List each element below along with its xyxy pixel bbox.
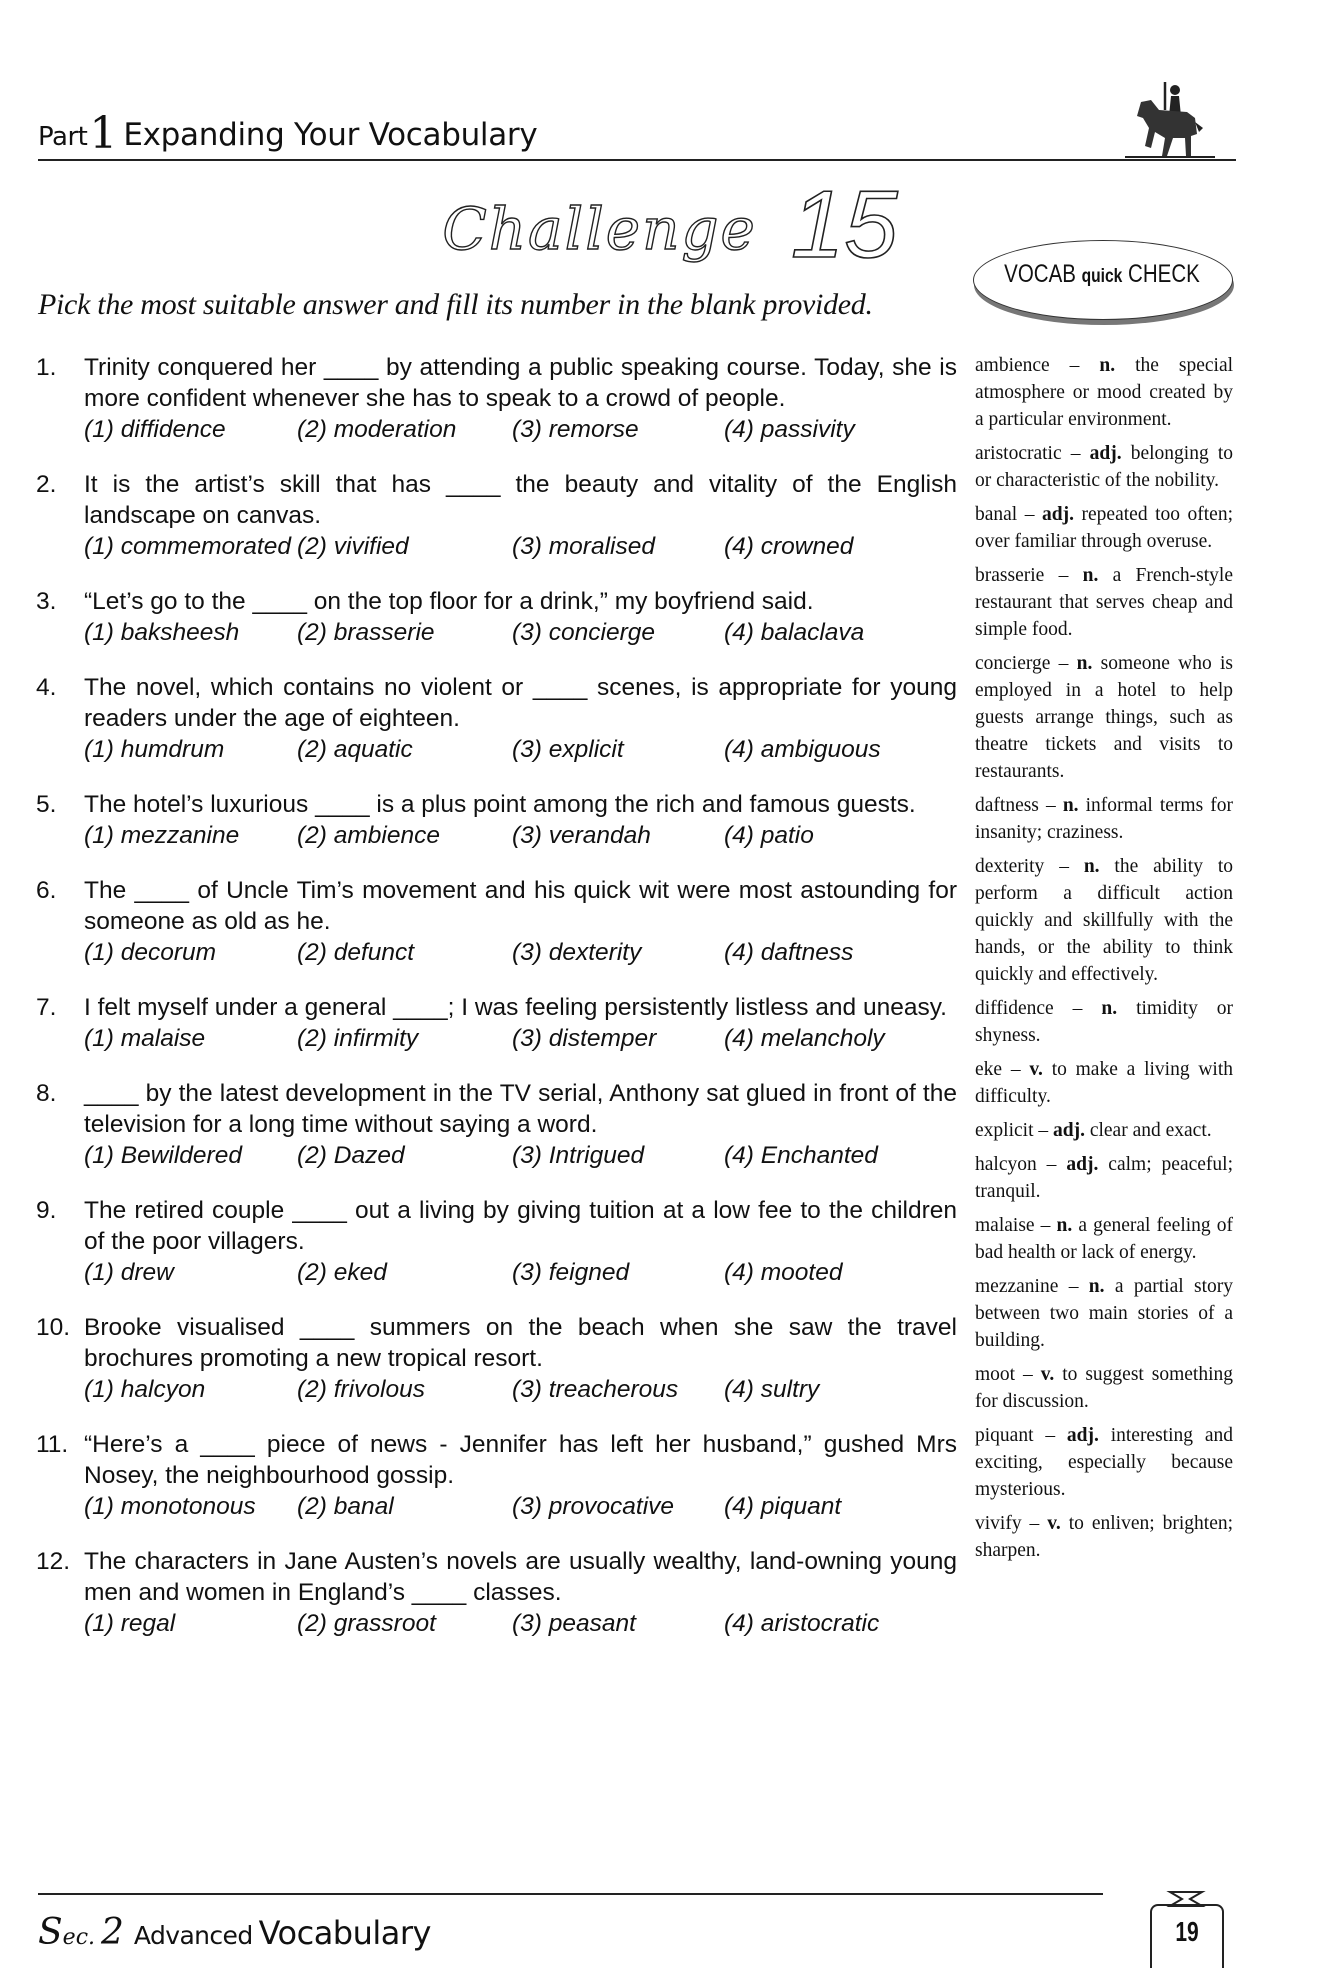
glossary-definition: belonging to or characteristic of the nobility.: [975, 443, 1233, 491]
answer-options: [84, 1257, 957, 1288]
answer-option[interactable]: (2) grassroot: [297, 1610, 436, 1637]
badge-label-middle: quick: [1081, 266, 1123, 287]
answer-option[interactable]: (4) balaclava: [724, 619, 865, 646]
answer-option[interactable]: (1) commemorated: [84, 533, 291, 560]
question-item: [32, 1312, 957, 1405]
answer-option[interactable]: (3) Intrigued: [512, 1142, 645, 1169]
glossary-entry: concierge – n. someone who is employed in a hotel to help guests arrange things, such as theatre tickets and visits to restaurants.: [975, 653, 1233, 782]
glossary-definition: to make a living with difficulty.: [975, 1059, 1234, 1107]
glossary-entry: brasserie – n. a French-style restaurant that serves cheap and simple food.: [975, 565, 1233, 640]
question-number: 8.: [36, 1080, 57, 1107]
answer-option[interactable]: (1) regal: [84, 1610, 176, 1637]
instruction-text: Pick the most suitable answer and fill its number in the blank provided.: [38, 288, 873, 321]
glossary-definition: the special atmosphere or mood created by a particular environment.: [975, 355, 1234, 430]
page-number-badge: [1150, 1890, 1225, 1964]
question-item: [32, 875, 957, 968]
answer-option[interactable]: (1) drew: [84, 1259, 174, 1286]
answer-option[interactable]: (3) concierge: [512, 619, 655, 646]
answer-option[interactable]: (2) vivified: [297, 533, 409, 560]
part-number: 1: [89, 108, 118, 159]
answer-option[interactable]: (2) aquatic: [297, 736, 413, 763]
question-item: [32, 1429, 957, 1522]
glossary-word: diffidence: [975, 998, 1054, 1019]
question-number: 5.: [36, 791, 57, 818]
glossary-pos: adj.: [1052, 1120, 1085, 1141]
glossary-entry: eke – v. to make a living with difficulty.: [975, 1059, 1234, 1107]
badge-label-prefix: VOCAB: [1004, 260, 1076, 288]
question-number: 4.: [36, 674, 57, 701]
answer-option[interactable]: (4) sultry: [724, 1376, 820, 1403]
glossary-entry: diffidence – n. timidity or shyness.: [975, 998, 1234, 1046]
answer-options: [84, 617, 957, 648]
answer-option[interactable]: (1) malaise: [84, 1025, 206, 1052]
answer-option[interactable]: (3) moralised: [512, 533, 655, 560]
glossary-entry: daftness – n. informal terms for insanity; craziness.: [975, 795, 1233, 843]
question-number: 7.: [36, 994, 57, 1021]
answer-option[interactable]: (2) eked: [297, 1259, 387, 1286]
glossary-entry: halcyon – adj. calm; peaceful; tranquil.: [975, 1154, 1234, 1202]
glossary-pos: v.: [1047, 1513, 1061, 1534]
answer-option[interactable]: (4) daftness: [724, 939, 854, 966]
answer-options: [84, 734, 957, 765]
answer-option[interactable]: (1) Bewildered: [84, 1142, 242, 1169]
glossary-definition: a general feeling of bad health or lack of energy.: [975, 1215, 1234, 1263]
glossary-pos: adj.: [1042, 504, 1074, 525]
glossary-word: mezzanine: [975, 1276, 1059, 1297]
answer-option[interactable]: (1) diffidence: [84, 416, 226, 443]
answer-options: [84, 820, 957, 851]
answer-options: [84, 1023, 957, 1054]
question-list: [32, 352, 957, 1663]
question-number: 1.: [36, 354, 57, 381]
glossary-word: aristocratic: [975, 443, 1062, 464]
glossary-definition: a partial story between two main stories of a building.: [975, 1276, 1234, 1351]
answer-option[interactable]: (1) decorum: [84, 939, 217, 966]
glossary-definition: interesting and exciting, especially because mysterious.: [975, 1425, 1233, 1500]
glossary-word: concierge: [975, 653, 1051, 674]
glossary-entry: banal – adj. repeated too often; over familiar through overuse.: [975, 504, 1234, 552]
glossary-entry: aristocratic – adj. belonging to or characteristic of the nobility.: [975, 443, 1233, 491]
glossary-entry: malaise – n. a general feeling of bad health or lack of energy.: [975, 1215, 1234, 1263]
question-stem: It is the artist’s skill that has ____ the beauty and vitality of the English landscape on canvas.: [84, 471, 957, 529]
question-item: [32, 469, 957, 562]
part-title: Expanding Your Vocabulary: [123, 117, 538, 153]
glossary-definition: to suggest something for discussion.: [975, 1364, 1234, 1412]
answer-option[interactable]: (3) remorse: [512, 416, 639, 443]
chapter-header: [38, 108, 537, 159]
question-item: [32, 992, 957, 1054]
challenge-title: [440, 170, 900, 280]
question-stem: The novel, which contains no violent or ____ scenes, is appropriate for young readers under the age of eighteen.: [84, 674, 957, 732]
glossary-pos: adj.: [1089, 443, 1122, 464]
answer-option[interactable]: (2) moderation: [297, 416, 457, 443]
glossary-definition: repeated too often; over familiar through overuse.: [975, 504, 1234, 552]
answer-option[interactable]: (3) distemper: [512, 1025, 657, 1052]
glossary-word: moot: [975, 1364, 1016, 1385]
glossary-word: malaise: [975, 1215, 1035, 1236]
glossary-word: piquant: [975, 1425, 1034, 1446]
question-stem: “Let’s go to the ____ on the top floor for a drink,” my boyfriend said.: [84, 588, 814, 615]
answer-option[interactable]: (2) ambience: [297, 822, 440, 849]
answer-option[interactable]: (1) halcyon: [84, 1376, 206, 1403]
glossary-pos: n.: [1083, 856, 1100, 877]
question-item: [32, 586, 957, 648]
answer-option[interactable]: (1) baksheesh: [84, 619, 240, 646]
glossary-entry: piquant – adj. interesting and exciting, especially because mysterious.: [975, 1425, 1233, 1500]
answer-options: [84, 1374, 957, 1405]
answer-options: [84, 1491, 957, 1522]
question-item: [32, 1078, 957, 1171]
answer-options: [84, 1140, 957, 1171]
glossary-word: halcyon: [975, 1154, 1037, 1175]
question-stem: Trinity conquered her ____ by attending a public speaking course. Today, she is more confident whenever she has to speak to a crowd of people.: [84, 354, 957, 412]
glossary-definition: the ability to perform a difficult action quickly and skillfully with the hands, or the ability to think quickly and effectively.: [975, 856, 1233, 985]
glossary-pos: adj.: [1066, 1154, 1099, 1175]
glossary-entry: ambience – n. the special atmosphere or mood created by a particular environment.: [975, 355, 1234, 430]
sec-suffix: ec.: [62, 1925, 96, 1950]
answer-options: [84, 937, 957, 968]
sec-number: 2: [101, 1912, 124, 1953]
answer-option[interactable]: (4) passivity: [724, 416, 855, 443]
answer-option[interactable]: (3) peasant: [512, 1610, 636, 1637]
footer-divider: [38, 1893, 1103, 1895]
glossary-word: daftness: [975, 795, 1039, 816]
answer-option[interactable]: (3) provocative: [512, 1493, 675, 1520]
knight-on-horse-icon: [1125, 72, 1215, 162]
question-item: [32, 1546, 957, 1639]
answer-option[interactable]: (2) frivolous: [297, 1376, 425, 1403]
answer-option[interactable]: (4) aristocratic: [724, 1610, 880, 1637]
glossary-entry: dexterity – n. the ability to perform a difficult action quickly and skillfully with the hands, or the ability to think quickly and effectively.: [975, 856, 1233, 985]
answer-option[interactable]: (1) humdrum: [84, 736, 225, 763]
challenge-word: Challenge: [442, 195, 757, 263]
answer-option[interactable]: (4) piquant: [724, 1493, 842, 1520]
glossary-word: banal: [975, 504, 1018, 525]
answer-option[interactable]: (2) defunct: [297, 939, 415, 966]
glossary-pos: n.: [1099, 355, 1116, 376]
answer-option[interactable]: (1) monotonous: [84, 1493, 256, 1520]
answer-option[interactable]: (2) Dazed: [297, 1142, 405, 1169]
answer-option[interactable]: (2) banal: [297, 1493, 394, 1520]
glossary-pos: n.: [1088, 1276, 1105, 1297]
answer-option[interactable]: (3) dexterity: [512, 939, 642, 966]
question-number: 6.: [36, 877, 57, 904]
glossary-entry: explicit – adj. clear and exact.: [975, 1120, 1212, 1141]
answer-option[interactable]: (3) feigned: [512, 1259, 630, 1286]
glossary-definition: to enliven; brighten; sharpen.: [975, 1513, 1234, 1561]
glossary-word: dexterity: [975, 856, 1045, 877]
question-stem: ____ by the latest development in the TV serial, Anthony sat glued in front of the television for a long time without saying a word.: [84, 1080, 957, 1138]
vocab-quick-check-badge: [973, 240, 1235, 328]
answer-option[interactable]: (4) crowned: [724, 533, 854, 560]
section-title-large: Vocabulary: [258, 1914, 431, 1952]
answer-option[interactable]: (2) infirmity: [297, 1025, 419, 1052]
question-stem: Brooke visualised ____ summers on the beach when she saw the travel brochures promoting a new tropical resort.: [84, 1314, 957, 1372]
question-number: 9.: [36, 1197, 57, 1224]
answer-option[interactable]: (1) mezzanine: [84, 822, 240, 849]
question-item: [32, 352, 957, 445]
question-stem: “Here’s a ____ piece of news - Jennifer has left her husband,” gushed Mrs Nosey, the neighbourhood gossip.: [84, 1431, 957, 1489]
glossary-word: brasserie: [975, 565, 1045, 586]
question-stem: The ____ of Uncle Tim’s movement and his quick wit were most astounding for someone as old as he.: [84, 877, 957, 935]
question-number: 11.: [36, 1431, 69, 1458]
question-number: 10.: [36, 1314, 71, 1341]
answer-option[interactable]: (4) ambiguous: [724, 736, 881, 763]
question-item: [32, 789, 957, 851]
glossary-word: vivify: [975, 1513, 1022, 1534]
glossary-pos: n.: [1056, 1215, 1073, 1236]
answer-option[interactable]: (3) verandah: [512, 822, 651, 849]
answer-option[interactable]: (4) mooted: [724, 1259, 843, 1286]
section-footer: [38, 1912, 431, 1953]
question-stem: The retired couple ____ out a living by giving tuition at a low fee to the children of the poor villagers.: [84, 1197, 957, 1255]
sec-prefix: S: [38, 1912, 63, 1953]
glossary-pos: v.: [1040, 1364, 1055, 1385]
vocab-glossary: [975, 352, 1233, 1571]
header-divider: [38, 159, 1236, 161]
badge-label-suffix: CHECK: [1128, 260, 1200, 288]
glossary-pos: v.: [1029, 1059, 1043, 1080]
question-item: [32, 1195, 957, 1288]
glossary-pos: n.: [1082, 565, 1099, 586]
glossary-pos: n.: [1076, 653, 1093, 674]
answer-option[interactable]: (3) explicit: [512, 736, 624, 763]
question-number: 2.: [36, 471, 57, 498]
glossary-pos: n.: [1062, 795, 1079, 816]
glossary-definition: timidity or shyness.: [975, 998, 1234, 1046]
glossary-definition: calm; peaceful; tranquil.: [975, 1154, 1234, 1202]
question-item: [32, 672, 957, 765]
glossary-definition: someone who is employed in a hotel to help guests arrange things, such as theatre tickets and visits to restaurants.: [975, 653, 1233, 782]
glossary-definition: informal terms for insanity; craziness.: [975, 795, 1233, 843]
answer-options: [84, 1608, 957, 1639]
challenge-number: 15: [790, 171, 898, 278]
question-number: 3.: [36, 588, 57, 615]
question-stem: The hotel’s luxurious ____ is a plus point among the rich and famous guests.: [84, 791, 916, 818]
glossary-definition: clear and exact.: [1089, 1120, 1212, 1141]
question-stem: I felt myself under a general ____; I was feeling persistently listless and uneasy.: [84, 994, 947, 1021]
answer-option[interactable]: (2) brasserie: [297, 619, 435, 646]
page-number: 19: [1175, 1916, 1199, 1947]
section-title-small: Advanced: [133, 1921, 253, 1950]
answer-option[interactable]: (4) Enchanted: [724, 1142, 878, 1169]
answer-option[interactable]: (4) melancholy: [724, 1025, 885, 1052]
answer-option[interactable]: (3) treacherous: [512, 1376, 679, 1403]
question-number: 12.: [36, 1548, 71, 1575]
glossary-word: explicit: [975, 1120, 1034, 1141]
part-label: Part: [38, 122, 88, 152]
answer-options: [84, 531, 957, 562]
glossary-entry: vivify – v. to enliven; brighten; sharpen.: [975, 1513, 1234, 1561]
question-stem: The characters in Jane Austen’s novels are usually wealthy, land-owning young men and women in England’s ____ classes.: [84, 1548, 957, 1606]
glossary-word: eke: [975, 1059, 1003, 1080]
glossary-pos: n.: [1101, 998, 1118, 1019]
answer-options: [84, 414, 957, 445]
glossary-entry: mezzanine – n. a partial story between two main stories of a building.: [975, 1276, 1234, 1351]
badge-label: [996, 260, 1208, 289]
glossary-pos: adj.: [1066, 1425, 1099, 1446]
glossary-word: ambience: [975, 355, 1050, 376]
glossary-entry: moot – v. to suggest something for discussion.: [975, 1364, 1234, 1412]
answer-option[interactable]: (4) patio: [724, 822, 814, 849]
glossary-definition: a French-style restaurant that serves cheap and simple food.: [975, 565, 1233, 640]
